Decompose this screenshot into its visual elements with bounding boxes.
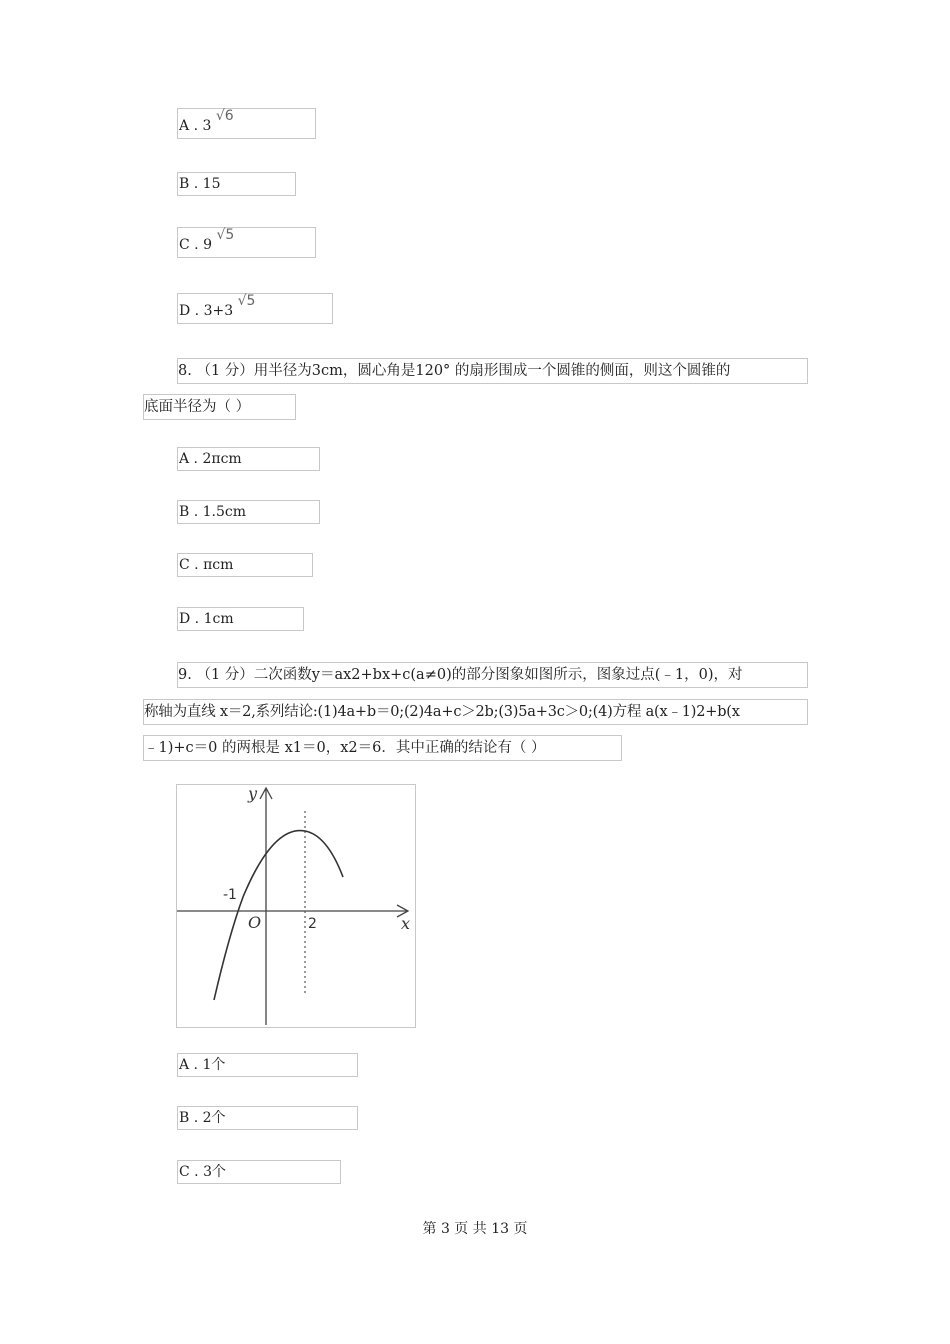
q8-stem-line1: 8. （1 分）用半径为3cm，圆心角是120° 的扇形围成一个圆锥的侧面，则这个圆锥的 — [177, 358, 808, 384]
option-label: C . 9 — [179, 237, 212, 253]
y-label: y — [248, 785, 258, 803]
two-label: 2 — [308, 916, 317, 932]
q9-option-a: A . 1个 — [177, 1053, 358, 1077]
page-footer: 第 3 页 共 13 页 — [422, 1221, 528, 1237]
q8-option-d: D . 1cm — [177, 607, 304, 631]
sqrt-symbol: √5 — [216, 227, 235, 243]
q9-stem-line2: 称轴为直线 x＝2,系列结论:(1)4a+b＝0;(2)4a+c＞2b;(3)5a+3c＞0;(4)方程 a(x﹣1)2+b(x — [143, 699, 808, 725]
origin-label: O — [248, 913, 262, 932]
parabola-graph — [176, 784, 416, 1028]
sqrt-symbol: √6 — [215, 108, 234, 124]
parabola-curve — [214, 831, 343, 1000]
option-label: A . 3 — [179, 118, 212, 134]
q8-option-a: A . 2πcm — [177, 447, 320, 471]
x-label: x — [401, 914, 411, 933]
q8-option-c: C . πcm — [177, 553, 313, 577]
q7-option-a — [177, 108, 316, 139]
q7-option-c — [177, 227, 316, 258]
q9-option-b: B . 2个 — [177, 1106, 358, 1130]
graph-svg — [177, 785, 415, 1027]
q7-option-d — [177, 293, 333, 324]
sqrt-symbol: √5 — [237, 293, 256, 309]
q7-option-b: B . 15 — [177, 172, 296, 196]
q8-stem-line2: 底面半径为（ ） — [143, 394, 296, 420]
q8-option-b: B . 1.5cm — [177, 500, 320, 524]
q9-stem-line1: 9. （1 分）二次函数y＝ax2+bx+c(a≠0)的部分图象如图所示，图象过点(﹣1，0)，对 — [177, 662, 808, 688]
q9-stem-line3: ﹣1)+c＝0 的两根是 x1＝0，x2＝6．其中正确的结论有（ ） — [143, 735, 622, 761]
q9-option-c: C . 3个 — [177, 1160, 341, 1184]
neg-one-label: -1 — [223, 887, 237, 903]
option-label: D . 3+3 — [179, 303, 234, 319]
